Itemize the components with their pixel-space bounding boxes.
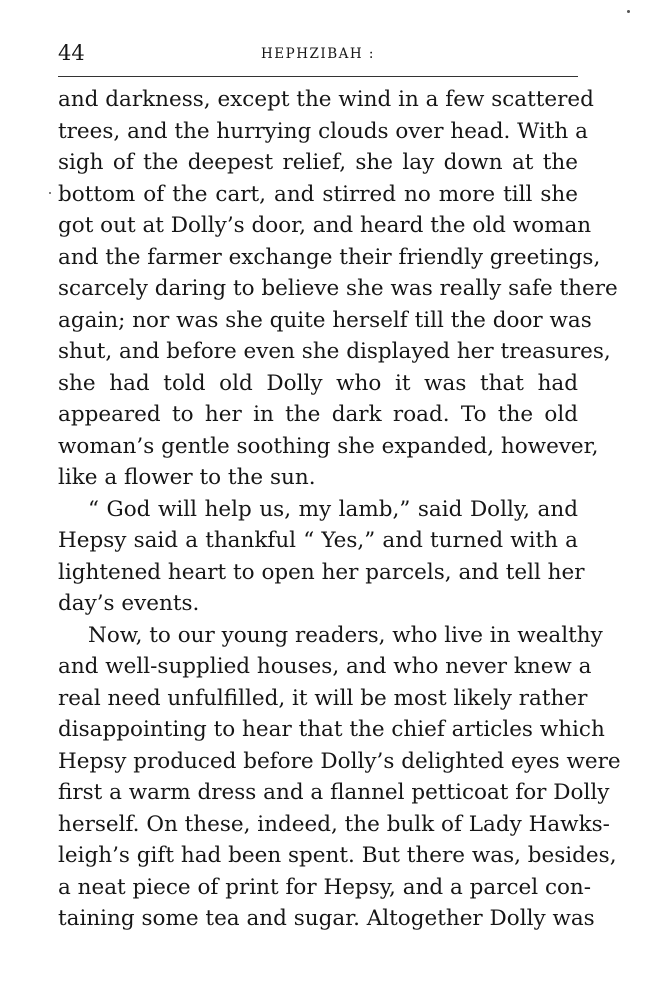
text-line: lightened heart to open her parcels, and tell her [58, 559, 585, 585]
text-line: “ God will help us, my lamb,” said Dolly, and [88, 496, 578, 522]
paragraph [58, 620, 621, 935]
text-line: taining some tea and sugar. Altogether Dolly was [58, 906, 595, 931]
page-header [58, 38, 578, 78]
text-line: real need unfulfilled, it will be most likely rather [58, 685, 588, 711]
text-line: and well-supplied houses, and who never knew a [58, 654, 592, 679]
text-line: herself. On these, indeed, the bulk of Lady Hawks- [58, 811, 610, 837]
text-line: a neat piece of print for Hepsy, and a parcel con- [58, 874, 592, 900]
body-text [58, 84, 621, 935]
text-line: appeared to her in the dark road. To the old [58, 402, 578, 427]
paragraph [58, 84, 618, 494]
running-head: HEPHZIBAH : [261, 46, 375, 62]
text-line: first a warm dress and a flannel petticoat for Dolly [58, 780, 610, 805]
text-line: and darkness, except the wind in a few scattered [58, 87, 594, 112]
text-line: and the farmer exchange their friendly greetings, [58, 244, 601, 270]
header-rule [58, 76, 578, 77]
ink-speck [49, 192, 51, 194]
text-line: Hepsy said a thankful “ Yes,” and turned with a [58, 528, 578, 553]
paragraph [58, 494, 585, 620]
text-line: shut, and before even she displayed her treasures, [58, 339, 611, 364]
text-line: disappointing to hear that the chief articles which [58, 717, 605, 742]
ink-speck [627, 10, 630, 13]
text-line: again; nor was she quite herself till the door was [58, 307, 592, 333]
text-line: scarcely daring to believe she was really safe there [58, 276, 618, 301]
text-line: sigh of the deepest relief, she lay down at the [58, 150, 578, 175]
page-number: 44 [58, 41, 85, 65]
text-line: like a flower to the sun. [58, 465, 316, 490]
text-line: day’s events. [58, 591, 200, 616]
text-line: got out at Dolly’s door, and heard the old woman [58, 213, 592, 238]
text-line: trees, and the hurrying clouds over head. With a [58, 118, 588, 144]
text-line: Now, to our young readers, who live in wealthy [88, 622, 603, 648]
text-line: leigh’s gift had been spent. But there was, besides, [58, 843, 617, 868]
text-line: she had told old Dolly who it was that had [58, 370, 578, 396]
text-line: woman’s gentle soothing she expanded, however, [58, 433, 599, 459]
text-line: bottom of the cart, and stirred no more till she [58, 181, 578, 207]
text-line: Hepsy produced before Dolly’s delighted eyes were [58, 748, 621, 774]
